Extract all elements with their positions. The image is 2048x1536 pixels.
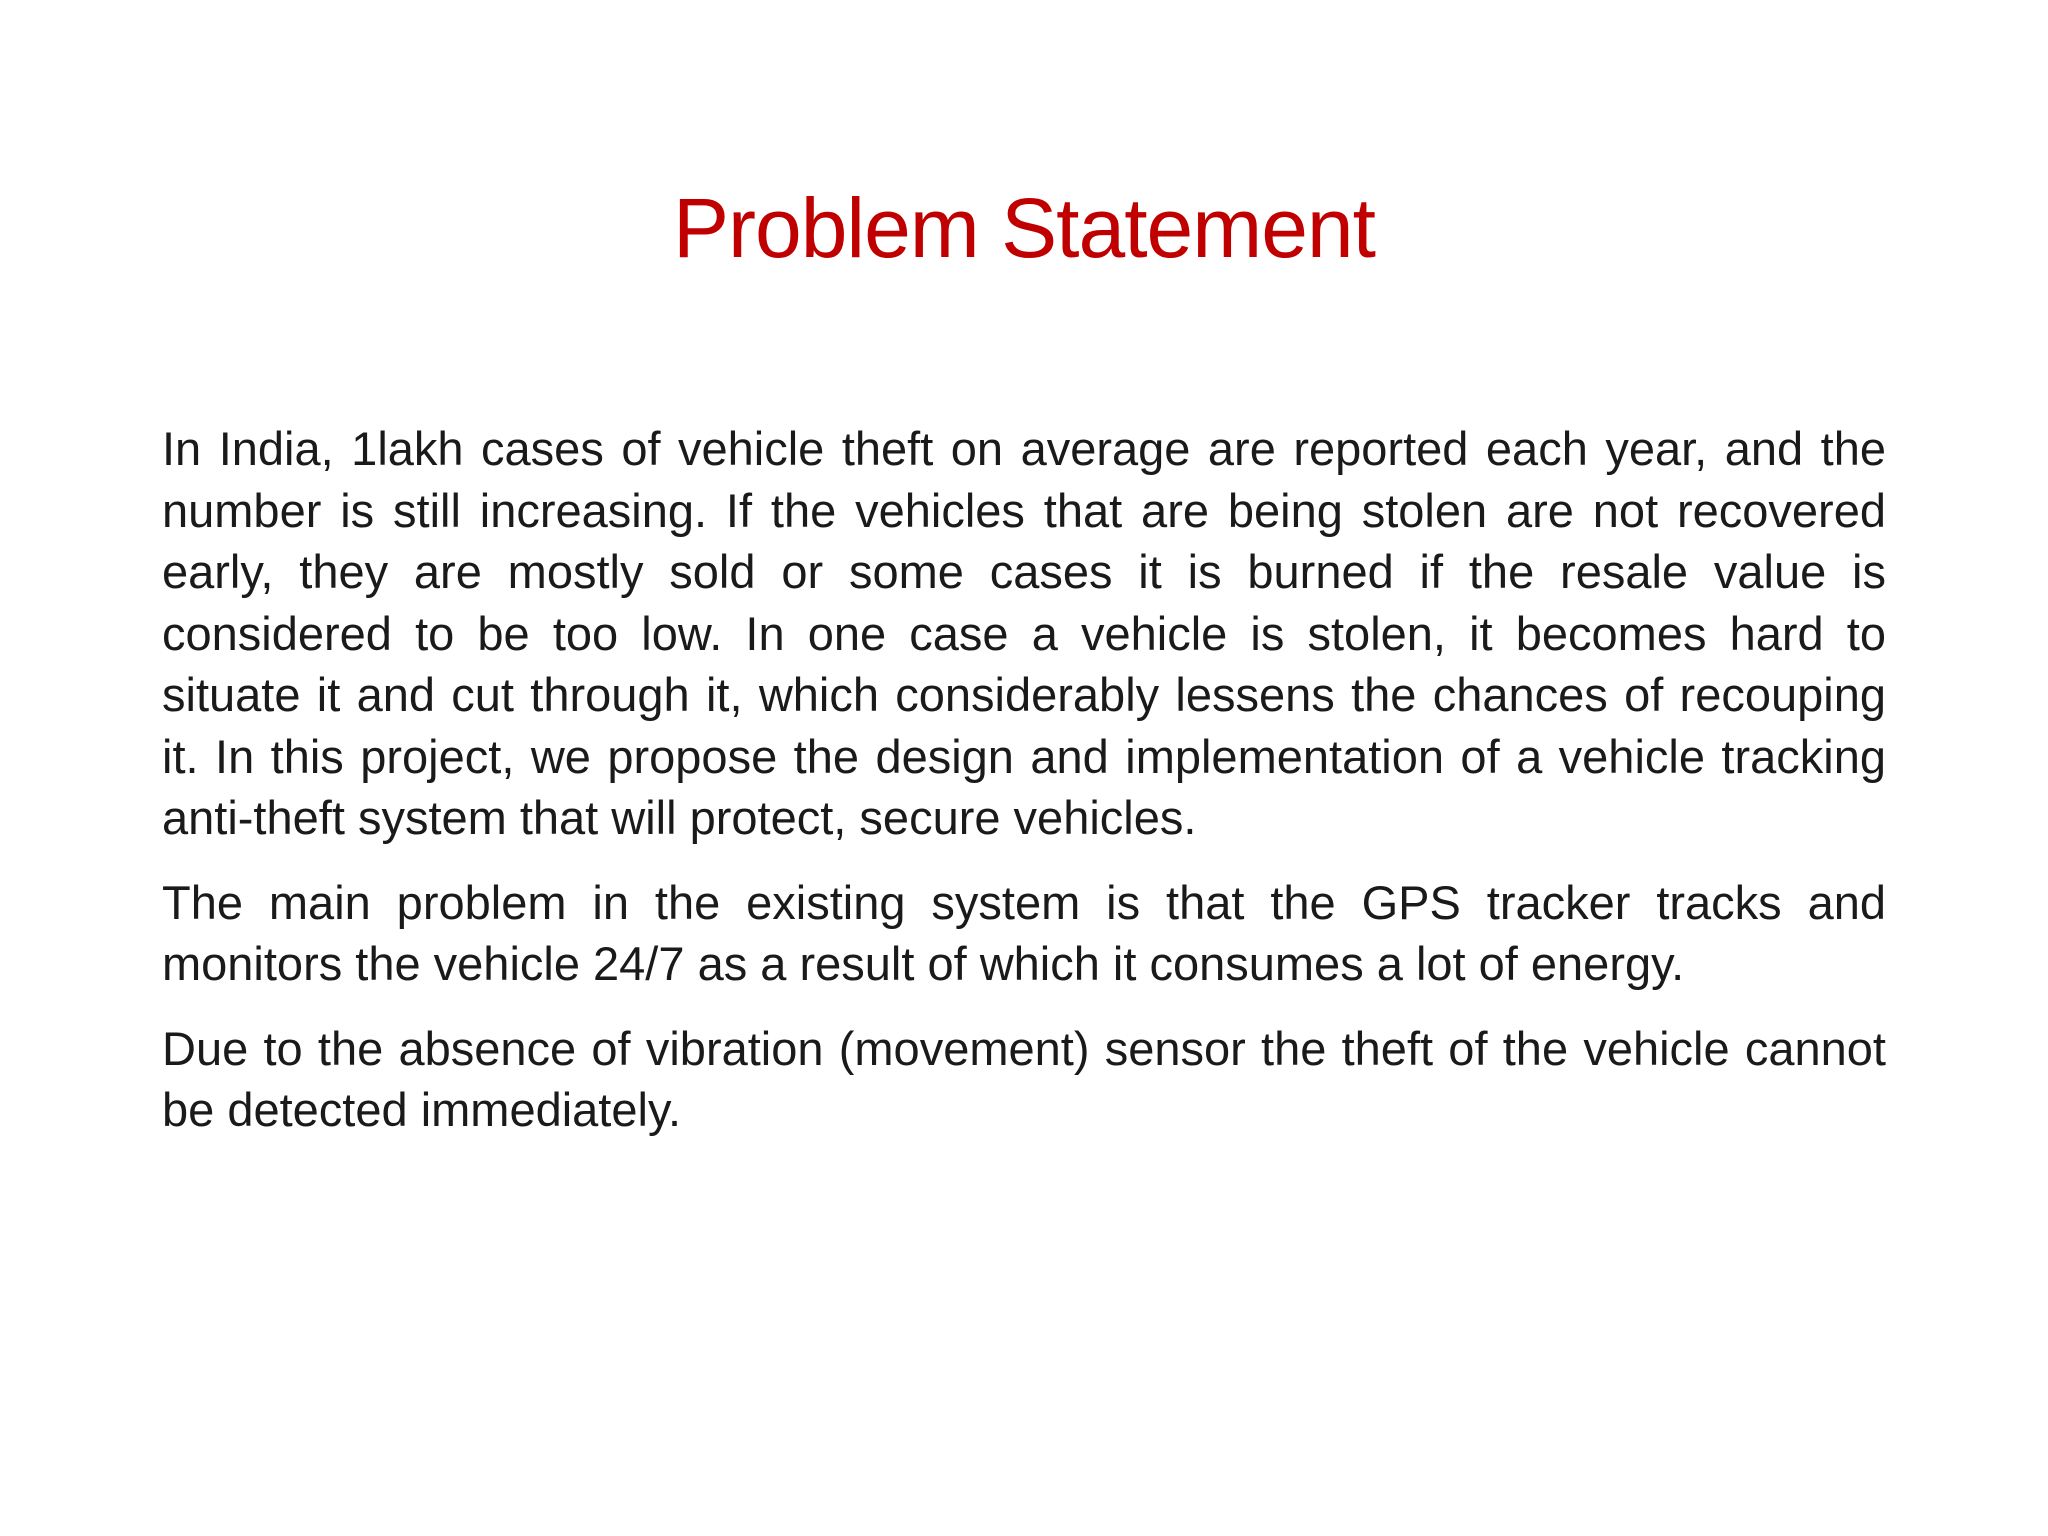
slide-body [162, 418, 1886, 1164]
body-paragraph-vibration-sensor-absence: Due to the absence of vibration (movement) sensor the theft of the vehicle cannot be detected immediately. [162, 1021, 1886, 1136]
slide-title: Problem Statement [672, 181, 1375, 275]
body-paragraph-vehicle-theft-statistics: In India, 1lakh cases of vehicle theft on average are reported each year, and the number is still increasing. If the vehicles that are being stolen are not recovered early, they are mostly sold or some cases it is burned if the resale value is considered to be too low. In one case a vehicle is stolen, it becomes hard to situate it and cut through it, which considerably lessens the chances of recouping it. In this project, we propose the design and implementation of a vehicle tracking anti-theft system that will protect, secure vehicles. [162, 422, 1886, 844]
body-paragraph-gps-energy-problem: The main problem in the existing system is that the GPS tracker tracks and monitors the vehicle 24/7 as a result of which it consumes a lot of energy. [162, 875, 1886, 990]
